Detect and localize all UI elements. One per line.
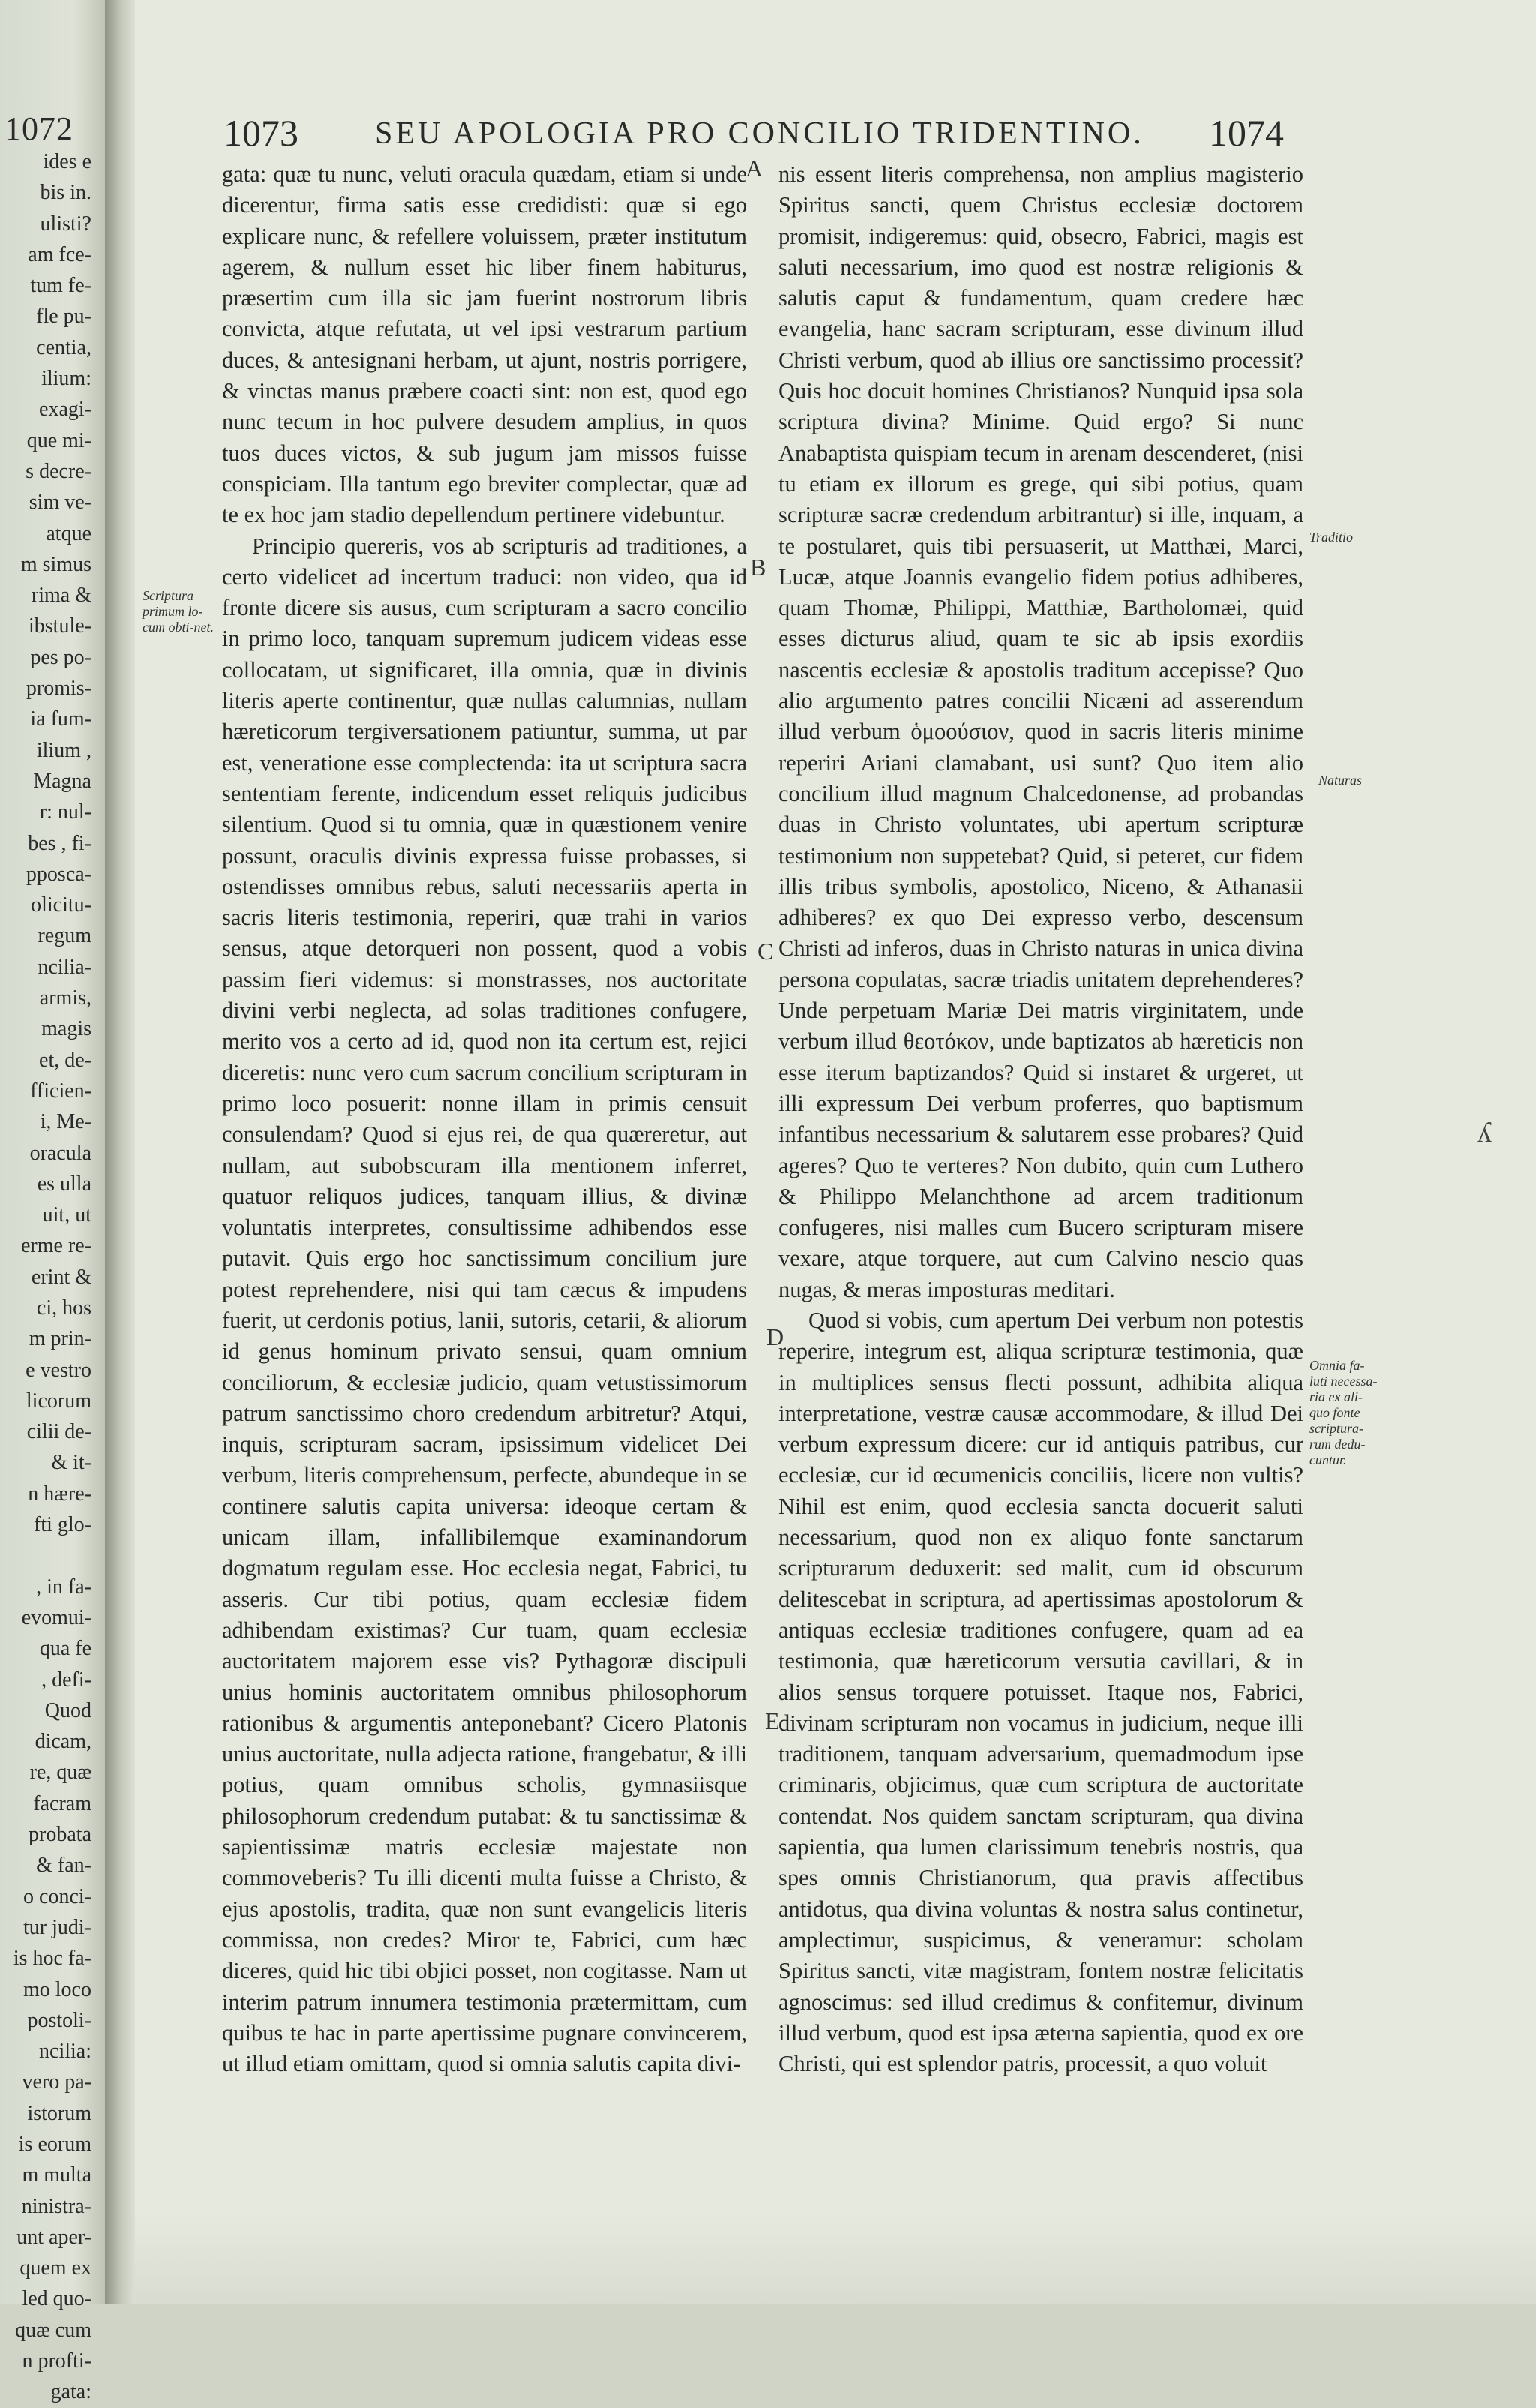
section-letter-a: A <box>746 155 764 182</box>
left-page-fragment-line: o conci- <box>23 1884 92 1908</box>
paragraph: Principio quereris, vos ab scripturis ad traditiones, a certo videlicet ad incertum traduci: non video, qua id fronte dicere sis ausus, cum scripturam a sacro concilio in primo loco, tanquam supremum judicem videas esse collocatam, ut significaret, illa omnia, quæ in divinis literis aperte continentur, quæ nullas calumnias, nullam hæreticorum tergiversationem patiuntur, summa, ut par est, veneratione esse complectenda: ita ut scriptura sacra sententiam ferente, indicendum esset reliquis judicibus silentium. Quod si tu omnia, quæ in quæstionem venire possunt, oraculis divinis expressa fuisse probasses, si ostendisses omnibus rebus, saluti necessariis aperta in sacris literis testimonia, reperiri, quæ trahi in varios sensus, atque detorqueri non possent, quod a vobis passim fieri videmus: si monstrasses, nos auctoritate divini verbi neglecta, ad solas traditiones confugere, merito vos a certo ad id, quod non ita certum est, rejici diceretis: nunc vero cum sacrum concilium scripturam in primo loco posuerit: nonne illam in primis censuit consulendam? Quod si ejus rei, de qua quæreretur, aut nullam, aut subobscuram illa mentionem inferret, quatuor reliquos judices, tanquam illius, & divinæ voluntatis interpretes, consultissime adhibendos esse putavit. Quis ergo hoc sanctissimum concilium jure potest reprehendere, nisi qui tam cæcus & impudens fuerit, ut cerdonis potius, lanii, sutoris, cetarii, & aliorum id genus hominum privato sensui, quam omnium conciliorum, & ecclesiæ judicio, quam vetustissimorum patrum sanctissimo choro credendum arbitretur? Atqui, inquis, scripturam sacram, ipsissimum videlicet Dei verbum, literis comprehensum, perfecte, abundeque in se continere salutis capita universa: ideoque certam & unicam illam, infallibilemque examinandorum dogmatum regulam esse. Hoc ecclesia negat, Fabrici, tu asseris. Cur tibi potius, quam ecclesiæ fidem adhibendam existimas? Cur tuam, quam ecclesiæ auctoritatem majorem esse vis? Pythagoræ discipuli unius hominis auctoritatem omnibus philosophorum rationibus & argumentis anteponebant? Cicero Platonis unius auctoritate, nulla adjecta ratione, frangebatur, & illi potius, quam omnibus scholis, gymnasiisque philosophorum credendum putabat: & tu sanctissimæ & sapientissimæ matris ecclesiæ majestate non commoveberis? Tu illi dicenti multa fuisse a Christo, & ejus apostolis, tradita, quæ non sunt evangelicis literis commissa, non credes? Miror te, Fabrici, cum hæc diceres, quid hic tibi objici posset, non cogitasse. Nam ut interim patrum innumera testimonia prætermittam, cum quibus te hac in parte apertissime pugnare convincerem, ut illud etiam omittam, quod si omnia salutis capita divi- <box>222 533 748 2077</box>
left-page-fragment-line: erint & <box>31 1265 92 1289</box>
left-page-fragment-line: m prin- <box>28 1327 92 1351</box>
left-page-fragment-line: ilium , <box>36 738 92 762</box>
left-page-fragment-line <box>2 1540 92 1571</box>
left-page-fragment-line: postoli- <box>27 2008 92 2032</box>
left-page-fragment-line: uit, ut <box>42 1203 92 1227</box>
left-page-fragment-line: ilium: <box>41 367 92 391</box>
left-page-fragment-line: ncilia- <box>38 955 92 979</box>
left-page-fragment-line: n hære- <box>28 1482 92 1506</box>
left-page-fragment-line: armis, <box>39 986 92 1010</box>
left-page-fragment-line: & it- <box>51 1451 92 1475</box>
left-page-fragment-line: rima & <box>31 584 92 608</box>
margin-note-scriptura: Scriptura primum lo-cum obti-net. <box>142 588 214 635</box>
left-page-fragment-line: ncilia: <box>39 2040 92 2064</box>
left-page-fragment-line: quæ cum <box>15 2318 92 2342</box>
left-page-fragment-line: magis <box>41 1017 92 1041</box>
left-page-fragment-line: vero pa- <box>22 2070 92 2094</box>
paragraph: nis essent literis comprehensa, non amplius magisterio Spiritus sancti, quem Christus ecclesiæ doctorem promisit, indigeremus: quid, obsecro, Fabrici, magis est saluti necessarium, imo quod est nostræ religionis & salutis caput & fundamentum, quam credere hæc evangelia, hanc sacram scripturam, esse divinum illud Christi verbum, quod ab illius ore sanctissimo processit? Quis hoc docuit homines Christianos? Nunquid ipsa sola scriptura divina? Minime. Quid ergo? Si nunc Anabaptista quispiam tecum in arenam descenderet, (nisi tu etiam ex illorum es grege, qui sibi potius, quam scripturæ sacræ credendum arbitrantur) si ille, inquam, a te postularet, quis tibi persuaserit, ut Matthæi, Marci, Lucæ, atque Joannis evangelio fidem potius adhiberes, quam Thomæ, Philippi, Matthiæ, Bartholomæi, quid esses dicturus aliud, quam te sic ab ipsis exordiis nascentis ecclesiæ & apostolis traditum accepisse? Quo alio argumento patres concilii Nicæni ad asserendum illud verbum ὁμοούσιον, quod in sacris literis minime reperiri Ariani clamabant, usi sunt? Quo item alio concilium illud magnum Chalcedonense, ad probandas duas in Christo voluntates, ubi apertum scripturæ testimonium non suppetebat? Quid, si peteret, cur fidem illis tribus symbolis, apostolico, Niceno, & Athanasii adhiberes? ex quo Dei expresso verbo, descensum Christi ad inferos, duas in Christo naturas in unica divina persona copulatas, sacræ triadis unitatem deprehenderes? Unde perpetuam Mariæ Dei matris virginitatem, unde verbum illud θεοτόκον, unde baptizatos ab hæreticis non esse iterum baptizandos? Quid si instaret & urgeret, ut illi expressum Dei verbum proferres, quo baptismum infantibus necessarium & salutarem esse probares? Quid ageres? Quo te verteres? Non dubito, quin cum Luthero & Philippo Melanchthone ad arcem traditionum confugeres, nisi malles cum Bucero scripturam misere vexare, atque torquere, aut cum Calvino nescio quas nugas, & meras imposturas meditari. <box>778 161 1304 1302</box>
left-page-fragment-line: s decre- <box>26 459 92 483</box>
page-header <box>135 111 1536 156</box>
left-page-fragment-line: unt aper- <box>16 2225 92 2249</box>
left-page-fragment-line: qua fe <box>39 1637 92 1661</box>
left-page-fragment-line: r: nul- <box>39 800 92 824</box>
left-page-fragment-line: gata: <box>50 2380 92 2404</box>
left-text-column <box>222 159 747 2079</box>
left-page-fragment-line: re, quæ <box>29 1761 92 1785</box>
left-page-fragment-line: m simus <box>20 552 92 576</box>
left-page-fragment-line: m multa <box>22 2163 92 2187</box>
left-page-fragment-line: quem ex <box>20 2256 92 2280</box>
left-page-fragment-line: ibstule- <box>28 614 92 638</box>
page-number-left: 1073 <box>224 112 298 154</box>
left-page-fragment-line: cilii de- <box>26 1420 92 1444</box>
left-page-fragment-line: centia, <box>36 335 92 359</box>
left-page-fragment-line: mo loco <box>23 1977 92 2001</box>
left-page-fragment-line: olicitu- <box>31 893 92 917</box>
left-page-fragment-line: fle pu- <box>36 305 92 329</box>
left-page-fragment-line: & fan- <box>36 1854 92 1878</box>
left-page-fragment-line: is eorum <box>18 2133 92 2156</box>
left-page-fragment-line: is hoc fa- <box>13 1947 92 1971</box>
left-page-fragment-line: e vestro <box>26 1358 92 1382</box>
left-page-fragment-line: ci, hos <box>36 1296 92 1320</box>
left-page-fragment-line: Magna <box>33 769 92 793</box>
section-letter-e: E <box>765 1707 780 1734</box>
left-page-fragment-line: oracula <box>29 1141 92 1165</box>
left-page-fragment-line: probata <box>28 1823 92 1847</box>
left-page-fragment-line: fti glo- <box>34 1513 92 1537</box>
left-page-fragment-line: dicam, <box>34 1730 92 1754</box>
left-page-fragment-line: istorum <box>27 2101 92 2125</box>
page-number-right: 1074 <box>1209 112 1284 154</box>
section-letter-b: B <box>750 554 766 581</box>
left-page-fragment-line: ia fum- <box>30 707 92 731</box>
left-page-fragment-line: et, de- <box>39 1048 92 1072</box>
left-page-fragment-line: ides e <box>43 150 92 173</box>
page-shadow <box>135 2214 1536 2304</box>
right-text-column <box>778 159 1304 2079</box>
left-page-fragment-line: facram <box>33 1791 92 1815</box>
paragraph: Quod si vobis, cum apertum Dei verbum non potestis reperire, integrum est, aliqua scripturæ testimonia, quæ in multiplices sensus flecti possunt, adhibita aliqua interpretatione, vestræ causæ accommodare, & illud Dei verbum expressum dicere: cur id antiquis patribus, cur ecclesiæ, cur id œcumenicis conciliis, licere non vultis? Nihil est enim, quod ecclesia sancta docuerit saluti necessarium, quod non ex aliquo fonte sanctarum scripturarum deduxerit: sed malit, cum id obscurum delitescebat in scriptura, ad apertissimas apostolorum & antiquas ecclesiæ traditiones confugere, quam ad ea testimonia, quæ hæreticorum versutia cavillari, & in alios sensus torquere potuisset. Itaque nos, Fabrici, divinam scripturam non vocamus in judicium, neque illi traditionem, tanquam adversarium, quemadmodum ipse criminaris, objicimus, quæ cum scriptura de auctoritate contendat. Nos quidem sanctam scripturam, qua divina sapientia, qua lumen clarissimum tenebris nostris, qua spes omnis Christianorum, qua pravis affectibus antidotus, qua divina voluntas & nostra salus continetur, amplectimur, suspicimus, & veneramur: scholam Spiritus sancti, vitæ magistram, fontem nostræ felicitatis agnoscimus: sed illud credimus & confitemur, divinum illud verbum, quod est ipsa æterna sapientia, quod ex ore Christi, qui est splendor patris, processit, a quo voluit <box>778 1307 1304 2077</box>
left-page-fragment-line: led quo- <box>22 2287 92 2311</box>
left-page-fragment-line: que mi- <box>26 428 92 452</box>
left-page-fragment-line: regum <box>38 924 92 948</box>
left-page-fragment-line: am fce- <box>28 242 92 266</box>
left-page-fragment-line: bes , fi- <box>28 831 92 855</box>
left-page-fragment-line: sim ve- <box>28 491 92 515</box>
paragraph: gata: quæ tu nunc, veluti oracula quædam, etiam si unde dicerentur, firma satis esse credidisti: quæ si ego explicare nunc, & refellere voluissem, præter institutum agerem, & nullum esset hic liber finem habiturus, præsertim cum illa sic jam fuerint nostrorum libris convicta, atque refutata, ut vel ipsi vestrarum partium duces, & antesignani herbam, ut ajunt, nostris porrigere, & vinctas manus præbere coacti sint: non est, quod ego nunc tecum in hoc pulvere desudem amplius, in quos tuos duces victos, & sub jugum jam missos fuisse conspiciam. Illa tantum ego breviter complectar, quæ ad te ex hoc jam stadio depellendum pertinere videbuntur. <box>222 161 747 528</box>
left-page-fragment-line: evomui- <box>21 1605 92 1629</box>
section-letter-c: C <box>758 938 774 965</box>
left-page-fragment-line: , defi- <box>41 1668 92 1692</box>
left-page-fragment-line: ninistra- <box>21 2194 92 2218</box>
left-page-fragment-line: tum fe- <box>30 274 92 298</box>
margin-note-naturas: Naturas <box>1318 773 1363 788</box>
book-gutter <box>105 0 135 2304</box>
left-page-fragment-line: tur judi- <box>23 1915 92 1939</box>
left-page-fragment-line: erme re- <box>20 1234 92 1258</box>
left-facing-page-number: 1072 <box>4 110 74 147</box>
left-page-fragment-line: i, Me- <box>40 1110 92 1134</box>
left-page-fragment-line: pes po- <box>30 645 92 669</box>
left-page-fragment-line: fficien- <box>30 1079 92 1103</box>
left-page-fragment-line: , in fa- <box>36 1575 92 1599</box>
left-page-fragment-line: n profti- <box>22 2349 92 2373</box>
left-page-fragment-line: atque <box>46 521 92 545</box>
left-page-fragment-line: Quod <box>44 1698 92 1722</box>
running-title: SEU APOLOGIA PRO CONCILIO TRIDENTINO. <box>375 116 1144 151</box>
left-page-fragment-line: bis in. <box>40 181 92 205</box>
left-page-fragment-line: pposca- <box>26 862 92 886</box>
section-letter-d: D <box>766 1323 784 1350</box>
left-page-fragments <box>2 146 92 2408</box>
margin-note-traditio: Traditio <box>1310 530 1354 545</box>
margin-note-omnia: Omnia fa-luti necessa-ria ex ali-quo fonte scriptura-rum dedu-cuntur. <box>1310 1358 1378 1467</box>
left-facing-page <box>0 0 105 2404</box>
left-page-fragment-line: exagi- <box>39 398 92 422</box>
book-page <box>135 0 1536 2304</box>
left-page-fragment-line: promis- <box>26 677 92 701</box>
left-page-fragment-line: ulisti? <box>40 212 92 236</box>
left-page-fragment-line: licorum <box>26 1389 92 1413</box>
left-page-fragment-line: es ulla <box>37 1172 92 1196</box>
stray-ink-mark: ʎ <box>1478 1117 1492 1148</box>
